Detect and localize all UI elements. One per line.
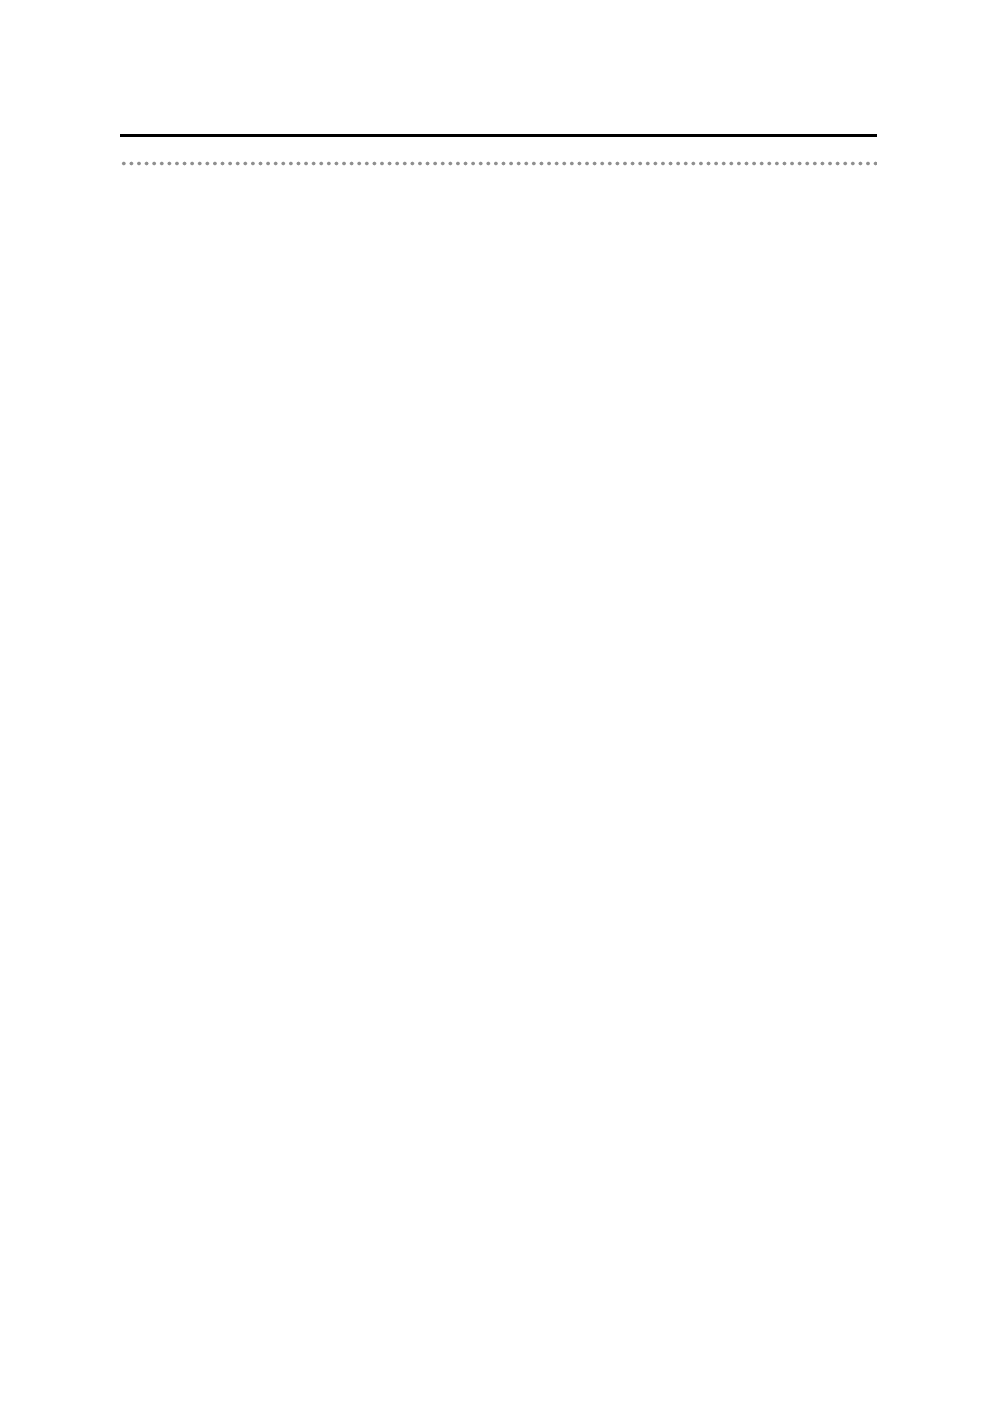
announcement-columns <box>120 174 877 208</box>
header-left <box>120 146 494 152</box>
bulletin-page <box>120 0 877 331</box>
right-column <box>502 174 877 208</box>
hymn-staff <box>120 222 877 331</box>
section-offerings <box>502 191 877 195</box>
section-welcome <box>502 174 877 178</box>
dotted-separator <box>120 160 877 167</box>
header-right <box>501 146 877 152</box>
music-notation <box>120 222 877 326</box>
header <box>120 146 877 152</box>
logo-row <box>120 146 494 148</box>
top-rule <box>120 134 877 137</box>
